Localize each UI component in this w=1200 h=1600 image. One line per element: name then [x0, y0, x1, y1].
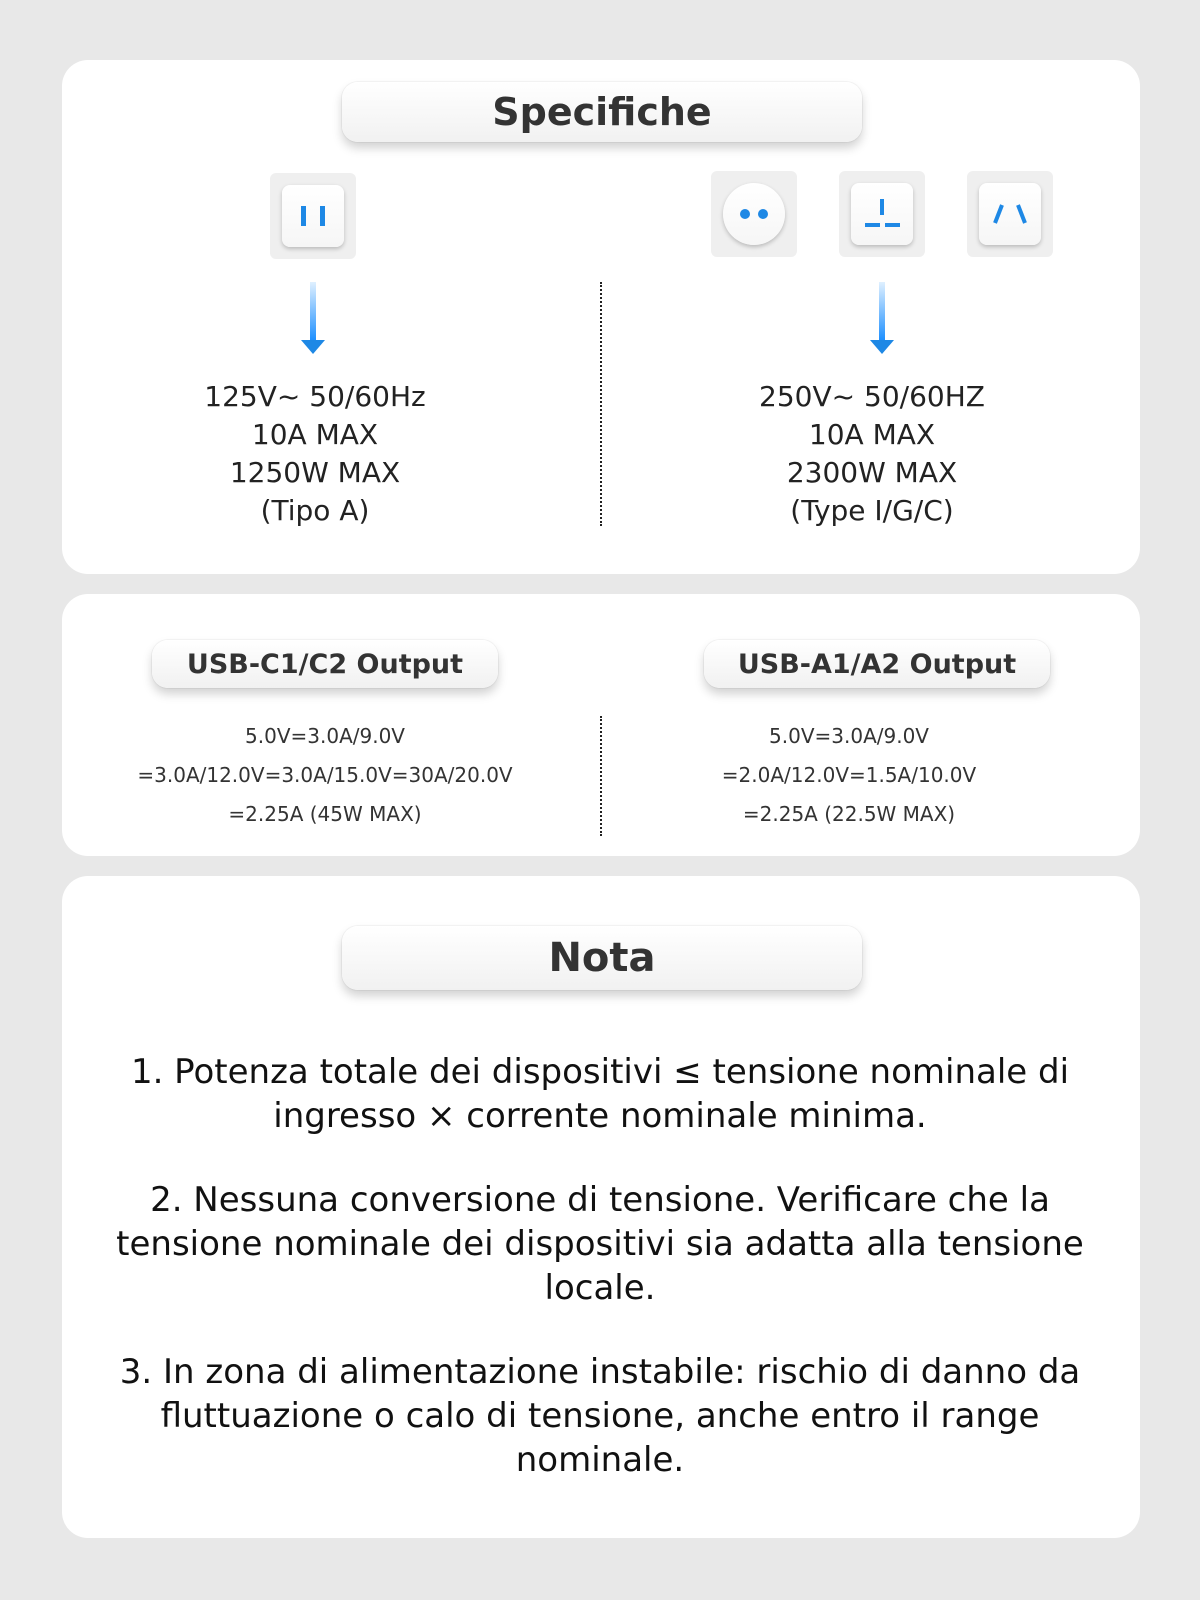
- usb-c-line: =3.0A/12.0V=3.0A/15.0V=30A/20.0V: [137, 763, 513, 787]
- right-spec-line: (Type I/G/C): [790, 494, 954, 527]
- usb-a-spec-text: [674, 717, 1024, 834]
- nota-item: 3. In zona di alimentazione instabile: rischio di danno da fluttuazione o calo di tensione, anche entro il range nominale.: [119, 1352, 1081, 1480]
- usb-c-spec-text: [102, 717, 548, 834]
- specs-card: [62, 60, 1140, 574]
- usb-a-line: =2.0A/12.0V=1.5A/10.0V: [721, 763, 977, 787]
- left-spec-text: [150, 378, 480, 530]
- type-c-socket-icon: [711, 171, 797, 257]
- right-spec-text: [702, 378, 1042, 530]
- left-spec-line: (Tipo A): [260, 494, 370, 527]
- usb-c-line: 5.0V=3.0A/9.0V: [245, 724, 405, 748]
- usb-c-line: =2.25A (45W MAX): [228, 802, 422, 826]
- type-g-socket-icon: [839, 171, 925, 257]
- type-i-socket-icon: [967, 171, 1053, 257]
- usb-card: [62, 594, 1140, 856]
- right-spec-line: 250V~ 50/60HZ: [759, 380, 985, 413]
- usb-c-title: USB-C1/C2 Output: [152, 640, 498, 688]
- nota-item: 2. Nessuna conversione di tensione. Verificare che la tensione nominale dei dispositivi sia adatta alla tensione locale.: [116, 1180, 1084, 1308]
- specs-divider: [600, 282, 602, 526]
- type-a-socket-icon: [270, 173, 356, 259]
- left-spec-line: 1250W MAX: [229, 456, 401, 489]
- usb-a-line: 5.0V=3.0A/9.0V: [769, 724, 929, 748]
- usb-a-title: USB-A1/A2 Output: [704, 640, 1050, 688]
- usb-a-line: =2.25A (22.5W MAX): [742, 802, 956, 826]
- usb-divider: [600, 716, 602, 836]
- right-spec-line: 10A MAX: [808, 418, 936, 451]
- specs-title: Specifiche: [342, 82, 862, 142]
- nota-item: 1. Potenza totale dei dispositivi ≤ tensione nominale di ingresso × corrente nominale minima.: [130, 1052, 1070, 1136]
- nota-title: Nota: [342, 926, 862, 990]
- left-spec-line: 10A MAX: [251, 418, 379, 451]
- right-spec-line: 2300W MAX: [786, 456, 958, 489]
- nota-list: [100, 1050, 1100, 1522]
- left-spec-line: 125V~ 50/60Hz: [204, 380, 426, 413]
